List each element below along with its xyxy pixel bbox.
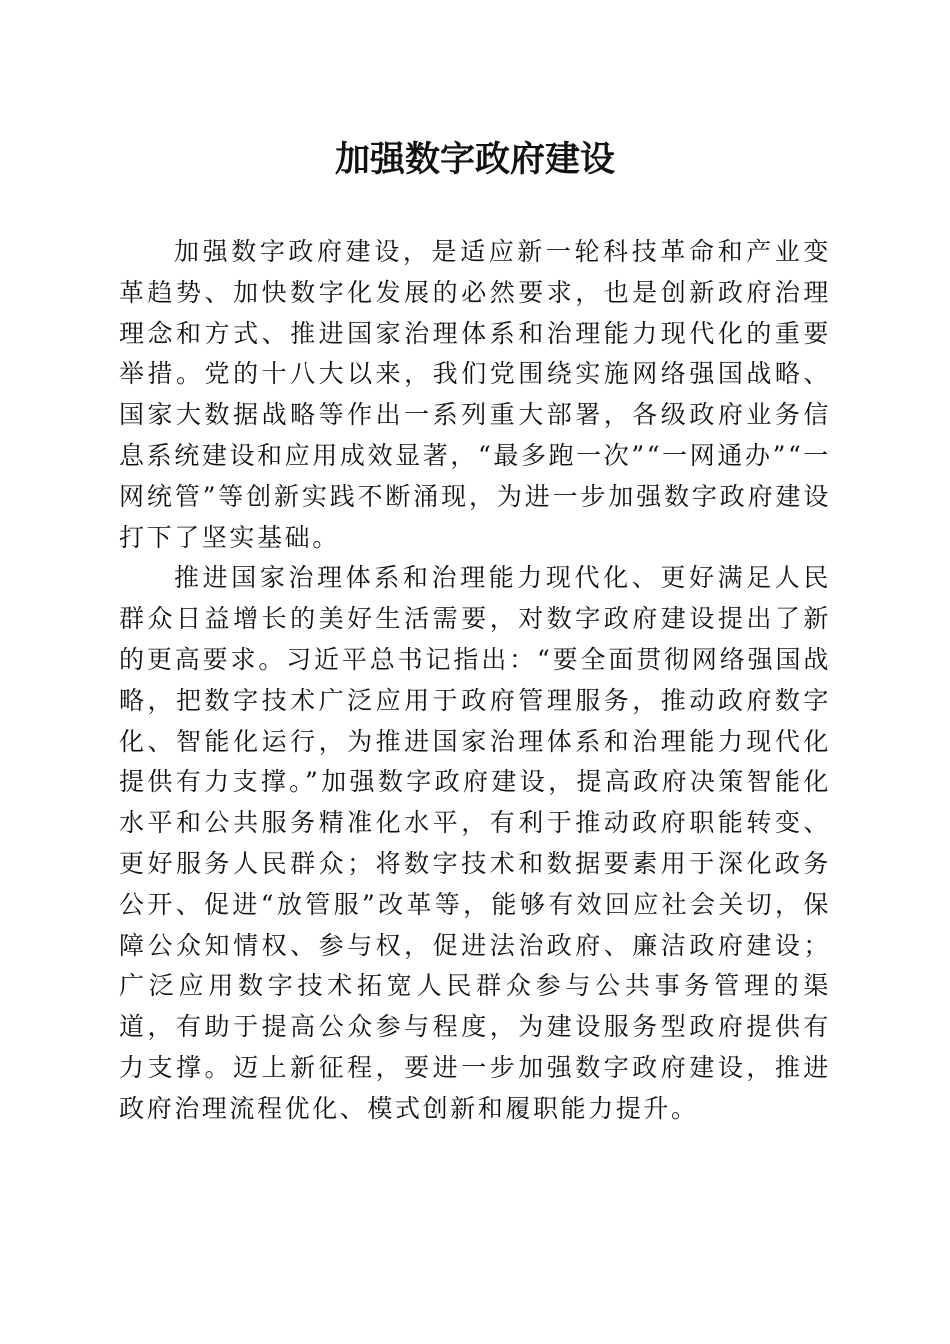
document-title: 加强数字政府建设 [334,139,615,180]
paragraph-2: 推进国家治理体系和治理能力现代化、更好满足人民群众日益增长的美好生活需要，对数字政府建设提出了新的更高要求。习近平总书记指出：“要全面贯彻网络强国战略，把数字技术广泛应用于政府管理服务，推动政府数字化、智能化运行，为推进国家治理体系和治理能力现代化提供有力支撑。”加强数字政府建设，提高政府决策智能化水平和公共服务精准化水平，有利于推动政府职能转变、更好服务人民群众；将数字技术和数据要素用于深化政务公开、促进“放管服”改革等，能够有效回应社会关切，保障公众知情权、参与权，促进法治政府、廉洁政府建设；广泛应用数字技术拓宽人民群众参与公共事务管理的渠道，有助于提高公众参与程度，为建设服务型政府提供有力支撑。迈上新征程，要进一步加强数字政府建设，推进政府治理流程优化、模式创新和履职能力提升。 [119,563,831,1123]
document-body [119,232,831,1130]
paragraph-1: 加强数字政府建设，是适应新一轮科技革命和产业变革趋势、加快数字化发展的必然要求，也是创新政府治理理念和方式、推进国家治理体系和治理能力现代化的重要举措。党的十八大以来，我们党围绕实施网络强国战略、国家大数据战略等作出一系列重大部署，各级政府业务信息系统建设和应用成效显著，“最多跑一次”“一网通办”“一网统管”等创新实践不断涌现，为进一步加强数字政府建设打下了坚实基础。 [119,237,831,552]
